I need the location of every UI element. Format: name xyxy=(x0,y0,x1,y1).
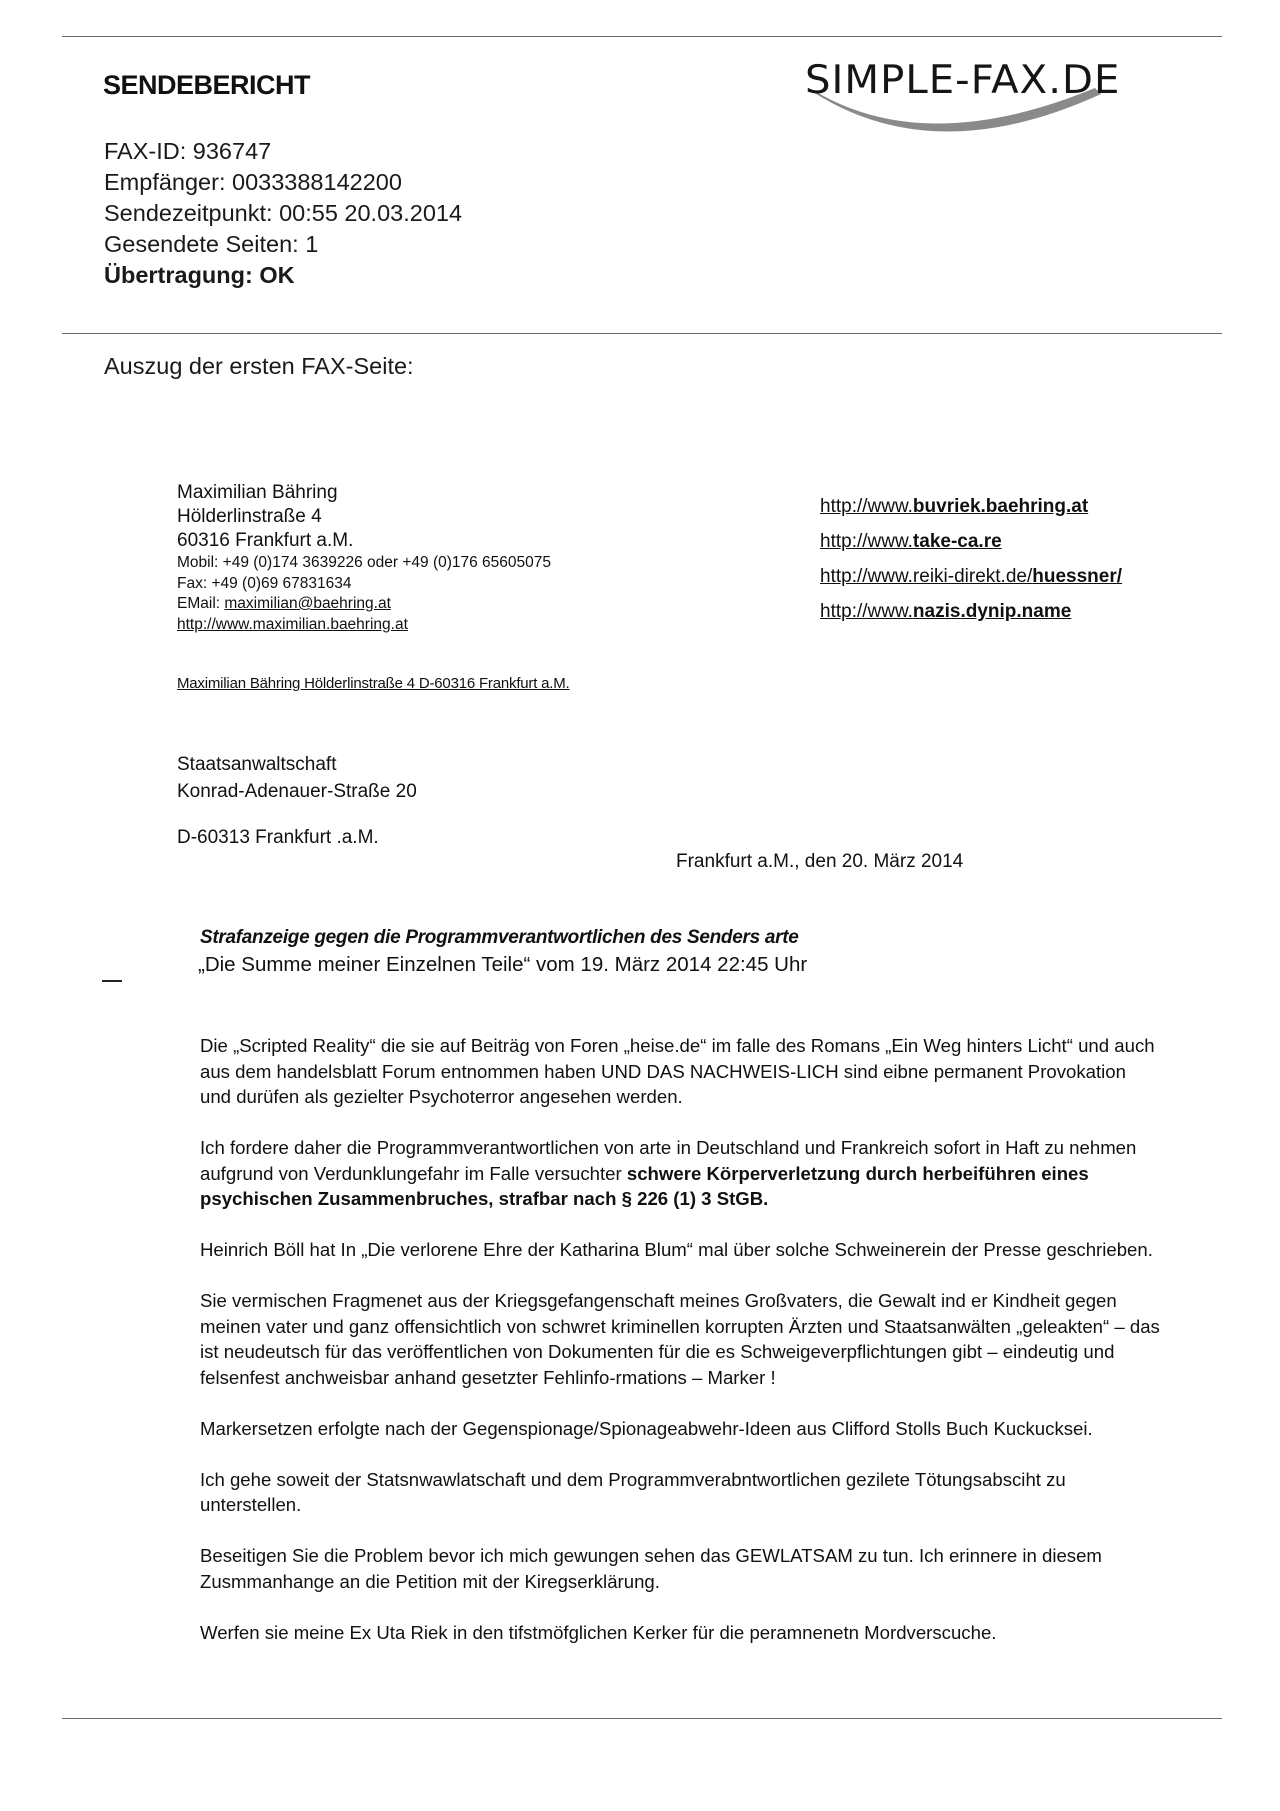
link-prefix: http://www. xyxy=(820,496,913,517)
link-prefix: http://www. xyxy=(820,601,913,622)
sender-email-label: EMail: xyxy=(177,595,225,612)
recipient-row xyxy=(104,167,462,198)
send-time-row xyxy=(104,198,462,229)
logo-text: SIMPLE-FAX.DE xyxy=(805,58,1121,103)
paragraph-2 xyxy=(200,1135,1160,1212)
recipient-block xyxy=(177,751,417,851)
sender-website-link[interactable]: http://www.maximilian.baehring.at xyxy=(177,615,408,633)
sender-mobile: Mobil: +49 (0)174 3639226 oder +49 (0)176 65605075 xyxy=(177,554,552,571)
paragraph-2-bold: schwere Körperverletzung durch herbeiführen eines psychischen Zusammenbruches, strafbar nach § 226 (1) 3 StGB. xyxy=(200,1162,1089,1209)
sender-email-link[interactable]: maximilian@baehring.at xyxy=(224,595,391,612)
simple-fax-logo xyxy=(805,58,1225,148)
sender-fax: Fax: +49 (0)69 67831634 xyxy=(177,574,352,592)
transmission-row xyxy=(104,260,462,291)
sender-city: 60316 Frankfurt a.M. xyxy=(177,530,354,551)
link-reiki-direkt[interactable] xyxy=(820,559,1122,594)
paragraph-1: Die „Scripted Reality“ die sie auf Beiträg von Foren „heise.de“ im falle des Romans „Ein Weg hinters Licht“ und auch aus dem handelsblatt Forum entnommen haben UND DAS NACHWEIS-LICH sind eibne permanent Provokation und durüfen als gezielter Psychoterror angesehen werden. xyxy=(200,1035,1155,1107)
sender-email-row xyxy=(177,594,551,615)
report-meta xyxy=(104,136,462,291)
transmission-label: Übertragung: xyxy=(104,262,253,288)
send-time-value: 00:55 20.03.2014 xyxy=(279,200,463,226)
top-divider xyxy=(62,36,1222,37)
paragraph-6: Ich gehe soweit der Statsnwawlatschaft und dem Programmverabntwortlichen gezilete Tötungsabsciht zu unterstellen. xyxy=(200,1468,1066,1515)
letter-subject: Strafanzeige gegen die Programmverantwortlichen des Senders arte xyxy=(200,927,799,948)
link-bold: nazis.dynip.name xyxy=(912,601,1072,622)
letter-date: Frankfurt a.M., den 20. März 2014 xyxy=(676,851,964,872)
header-divider xyxy=(62,333,1222,334)
recipient-name: Staatsanwaltschaft xyxy=(177,754,337,775)
link-bold: take-ca.re xyxy=(912,531,1002,552)
pages-row xyxy=(104,229,462,260)
pages-value: 1 xyxy=(305,231,319,257)
fax-id-label: FAX-ID: xyxy=(104,138,187,164)
paragraph-5: Markersetzen erfolgte nach der Gegenspionage/Spionageabwehr-Ideen aus Clifford Stolls Buch Kuckucksei. xyxy=(200,1417,1093,1439)
recipient-street: Konrad-Adenauer-Straße 20 xyxy=(177,781,417,802)
fax-id-row xyxy=(104,136,462,167)
transmission-status: OK xyxy=(259,262,295,288)
sender-name: Maximilian Bähring xyxy=(177,482,338,503)
recipient-number: 0033388142200 xyxy=(232,169,402,195)
link-prefix: http://www.reiki-direkt.de/ xyxy=(820,566,1033,587)
fold-mark xyxy=(102,980,122,982)
paragraph-4: Sie vermischen Fragmenet aus der Kriegsgefangenschaft meines Großvaters, die Gewalt ind er Kindheit gegen meinen vater und ganz offensichtlich von schwret kriminellen korrupten Ärzten und Staatsanwälten „geleakten“ – das ist neudeutsch für das veröffentlichen von Dokumenten für die es Schweigeverpflichtungen gibt – eindeutig und felsenfest anchweisbar anhand gesetzter Fehlinfo-rmations – Marker ! xyxy=(200,1290,1160,1388)
bottom-divider xyxy=(62,1718,1222,1719)
pages-label: Gesendete Seiten: xyxy=(104,231,299,257)
recipient-label: Empfänger: xyxy=(104,169,226,195)
report-title: SENDEBERICHT xyxy=(103,70,311,100)
paragraph-8: Werfen sie meine Ex Uta Riek in den tifstmöfglichen Kerker für die peramnenetn Mordverscuche. xyxy=(200,1621,997,1643)
sender-block xyxy=(177,481,551,635)
link-bold: huessner/ xyxy=(1032,566,1123,587)
recipient-city: D-60313 Frankfurt .a.M. xyxy=(177,827,379,848)
send-time-label: Sendezeitpunkt: xyxy=(104,200,273,226)
fax-id-value: 936747 xyxy=(192,138,272,164)
links-block xyxy=(820,489,1122,629)
link-prefix: http://www. xyxy=(820,531,913,552)
letter-body xyxy=(200,1033,1160,1671)
return-address: Maximilian Bähring Hölderlinstraße 4 D-60316 Frankfurt a.M. xyxy=(177,675,570,692)
link-take-care[interactable] xyxy=(820,524,1122,559)
excerpt-label: Auszug der ersten FAX-Seite: xyxy=(104,353,414,379)
link-nazis-dynip[interactable] xyxy=(820,594,1122,629)
link-bold: buvriek.baehring.at xyxy=(912,496,1089,517)
link-buvriek[interactable] xyxy=(820,489,1122,524)
letter-subject-line2: „Die Summe meiner Einzelnen Teile“ vom 19. März 2014 22:45 Uhr xyxy=(198,953,808,976)
paragraph-3: Heinrich Böll hat In „Die verlorene Ehre der Katharina Blum“ mal über solche Schweinerein der Presse geschrieben. xyxy=(200,1239,1153,1260)
sender-street: Hölderlinstraße 4 xyxy=(177,506,322,527)
paragraph-2-text: Ich fordere daher die Programmverantwortlichen von arte in Deutschland und Frankreich sofort in Haft zu nehmen aufgrund von Verdunklungefahr im Falle versuchter xyxy=(200,1137,1137,1184)
paragraph-7: Beseitigen Sie die Problem bevor ich mich gewungen sehen das GEWLATSAM zu tun. Ich erinnere in diesem Zusmmanhange an die Petition mit der Kiregserklärung. xyxy=(200,1545,1102,1592)
